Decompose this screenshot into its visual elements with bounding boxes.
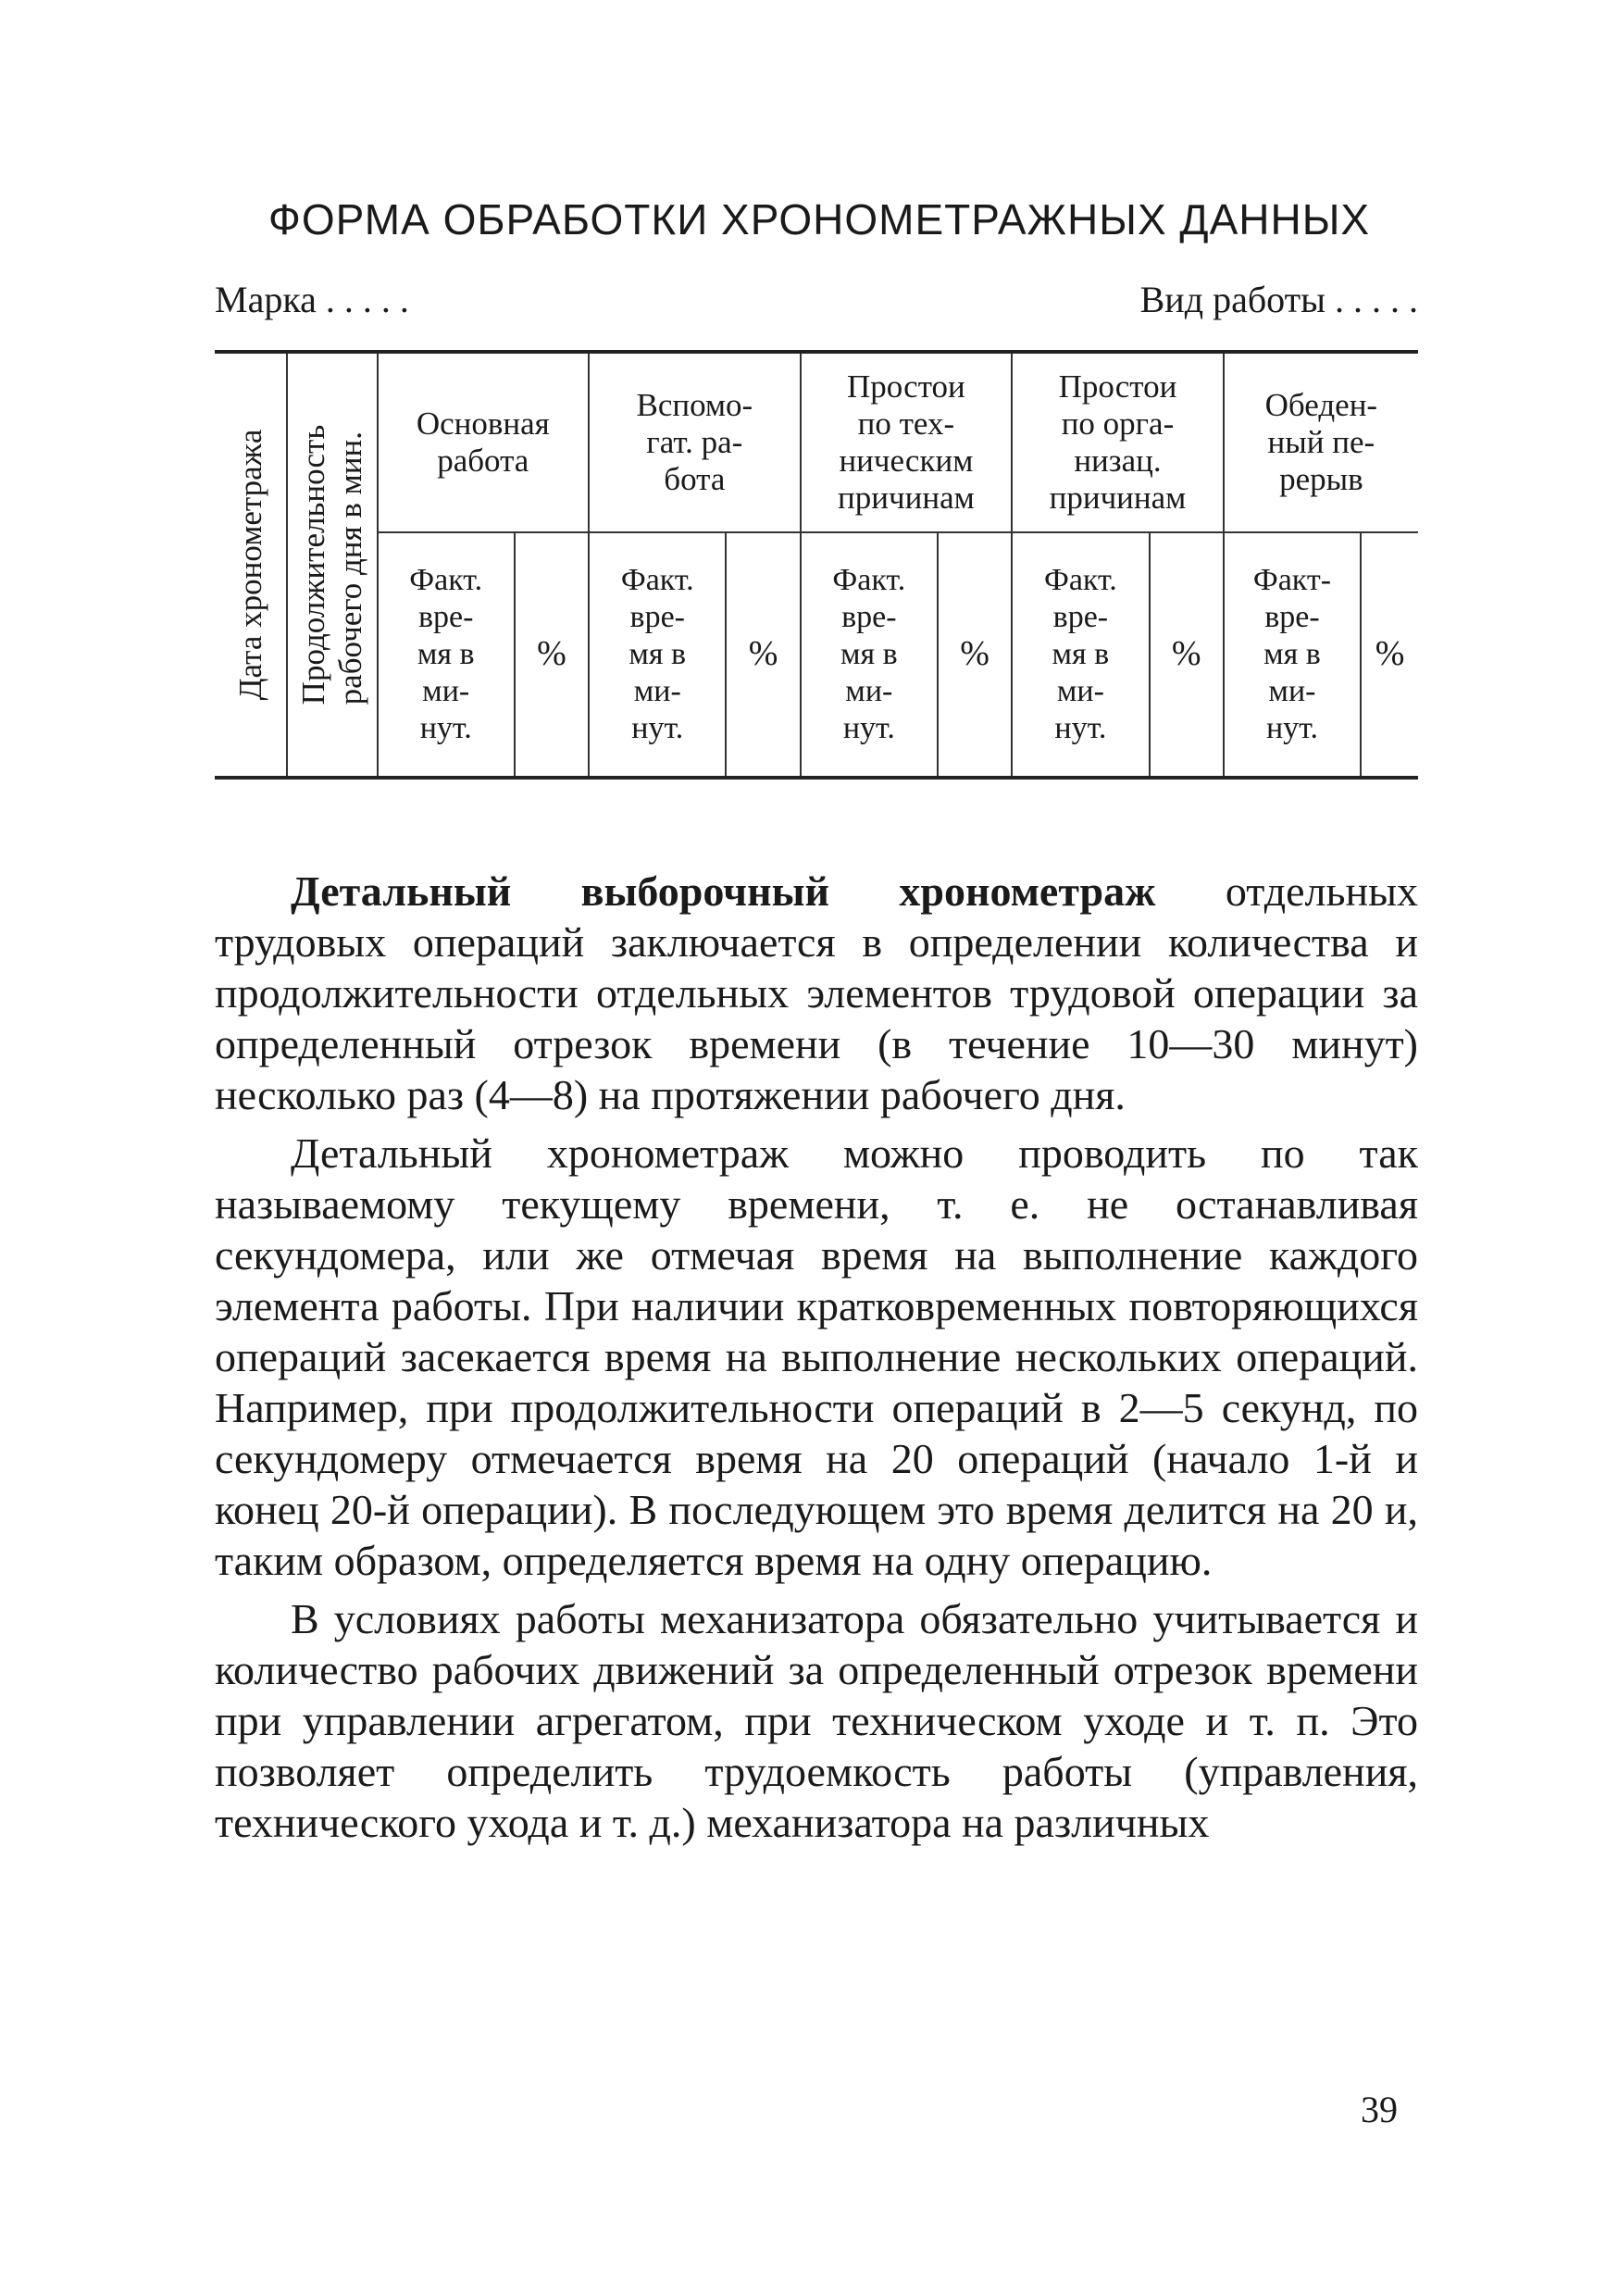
header-org-downtime (1012, 352, 1224, 532)
form-fields (215, 278, 1418, 333)
sub-fact-time-2: Факт. вре- мя в ми- нут. (589, 532, 726, 778)
sub-fact-time-3: Факт. вре- мя в ми- нут. (801, 532, 938, 778)
paragraph-1-lead: Детальный выборочный хронометраж (291, 867, 1156, 915)
header-main-work-label: Основная работа (416, 406, 550, 479)
body-text (215, 866, 1418, 1855)
sub-fact-time-4: Факт. вре- мя в ми- нут. (1012, 532, 1149, 778)
header-duration-line1: Продолжительность (294, 424, 331, 705)
header-tech-downtime (801, 352, 1013, 532)
header-main-work (378, 352, 590, 532)
paragraph-1 (215, 866, 1418, 1120)
sub-percent-1: % (515, 532, 589, 778)
header-lunch-break (1224, 352, 1418, 532)
form-title: ФОРМА ОБРАБОТКИ ХРОНОМЕТРАЖНЫХ ДАННЫХ (268, 195, 1371, 243)
paragraph-1-rest: отдельных трудовых операций заключается в определении количества и продолжительности отдельных элементов трудовой операции за определенный отрезок времени (в течение 10—30 минут) несколько раз (4—8) на протяжении рабочего дня. (215, 867, 1418, 1118)
sub-fact-time-5: Факт- вре- мя в ми- нут. (1224, 532, 1361, 778)
header-duration-label (295, 425, 369, 705)
header-date-label: Дата хронометража (231, 429, 268, 701)
timing-data-table (215, 350, 1418, 780)
header-duration-line2: рабочего дня в мин. (331, 430, 368, 705)
sub-percent-2: % (726, 532, 800, 778)
table-header-row (215, 352, 1418, 532)
header-lunch-break-label: Обеден- ный пе- рерыв (1264, 387, 1378, 497)
header-aux-work (589, 352, 801, 532)
header-org-downtime-label: Простои по орга- низац. причинам (1049, 368, 1187, 516)
sub-percent-5: % (1361, 532, 1418, 778)
field-work-type: Вид работы . . . . . (1139, 279, 1418, 320)
header-date (215, 352, 287, 778)
paragraph-3: В условиях работы механизатора обязательно учитывается и количество рабочих движений за определенный отрезок времени при управлении агрегатом, при техническом уходе и т. п. Это позволяет определить трудоемкость работы (управления, технического ухода и т. д.) механизатора на различных (215, 1595, 1418, 1846)
header-duration (287, 352, 378, 778)
sub-fact-time-1: Факт. вре- мя в ми- нут. (378, 532, 515, 778)
sub-percent-3: % (938, 532, 1012, 778)
header-tech-downtime-label: Простои по тех- ническим причинам (838, 368, 975, 516)
sub-percent-4: % (1150, 532, 1224, 778)
paragraph-2: Детальный хронометраж можно проводить по так называемому текущему времени, т. е. не останавливая секундомера, или же отмечая время на выполнение каждого элемента работы. При наличии кратковременных повторяющихся операций засекается время на выполнение нескольких операций. Например, при продолжительности операций в 2—5 секунд, по секундомеру отмечается время на 20 операций (начало 1-й и конец 20-й операции). В последующем это время делится на 20 и, таким образом, определяется время на одну операцию. (215, 1129, 1418, 1584)
field-marka: Марка . . . . . (215, 279, 409, 320)
table-subheader-row (215, 532, 1418, 778)
header-aux-work-label: Вспомо- гат. ра- бота (636, 387, 753, 497)
page-number: 39 (1361, 2089, 1398, 2130)
